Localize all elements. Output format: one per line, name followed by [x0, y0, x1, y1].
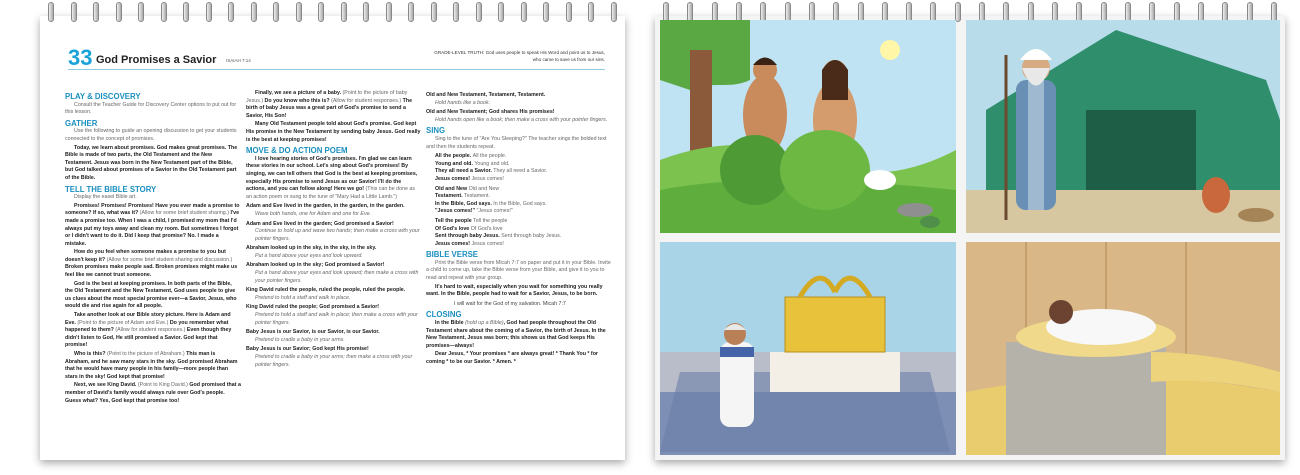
section-heading: BIBLE VERSE: [426, 250, 478, 260]
spiral-ring: [906, 2, 912, 22]
adam-and-eve-illustration: [660, 20, 956, 233]
spiral-ring: [611, 2, 617, 22]
instruction-text: (Point to the picture of Adam and Eve.): [77, 319, 170, 326]
spiral-ring: [1247, 2, 1253, 22]
spiral-ring: [341, 2, 347, 22]
instruction-text: (This can be done as an action poem or sung to the tune of "Mary Had a Little Lamb."): [246, 186, 415, 200]
instruction-text: Tell the people: [473, 217, 508, 224]
paragraph: [65, 351, 241, 381]
poem-line: Adam and Eve lived in the garden, in the garden, in the garden.: [246, 203, 405, 210]
instruction-text: In the Bible, God says.: [493, 200, 547, 207]
poem-line: Abraham looked up in the sky; God promised a Savior!: [246, 262, 385, 269]
song-line: [435, 161, 612, 169]
instruction-text: (Allow for student responses.): [115, 327, 187, 334]
spiral-ring: [228, 2, 234, 22]
bold-text: Do you remember what happened to them?: [65, 319, 229, 334]
bold-text: Promises! Promises! Promises! Have you ever made a promise to someone? If so, what was it?: [65, 202, 240, 217]
spiral-ring: [1174, 2, 1180, 22]
song-line: [435, 153, 612, 161]
lesson-page: [40, 16, 625, 460]
instruction-text: Sing to the tune of "Are You Sleeping?" The teacher sings the bolded text and then the students repeat.: [426, 135, 607, 150]
spiral-ring: [1076, 2, 1082, 22]
spiral-ring: [521, 2, 527, 22]
action-instruction: Pretend to cradle a baby in your arms.: [255, 336, 345, 343]
paragraph: [65, 281, 241, 311]
instruction-text: Young and old.: [474, 160, 510, 167]
spiral-ring: [48, 2, 54, 22]
spiral-ring: [1052, 2, 1058, 22]
bold-text: This man is Abraham, and he saw many stars in the sky. God promised Abraham that he would have many people in his family—more people than stars in the sky! God kept that promise!: [65, 351, 238, 380]
text-column-1: [65, 90, 241, 406]
bold-text: I've made a promise too. When I was a child, I promised my mom that I'd always put my toys away and clean my room. But sometimes I forgot or I didn't want to do it. Did I keep that promise? No. I made a mistake.: [65, 210, 240, 247]
song-line: [435, 186, 612, 194]
song-line: [435, 201, 612, 209]
spiral-ring: [663, 2, 669, 22]
spiral-ring: [809, 2, 815, 22]
bold-text: Do you know who this is?: [264, 97, 332, 104]
action-instruction: Hold hands like a book.: [435, 99, 491, 106]
bold-text: God is the best at keeping promises. In both parts of the Bible, the Old Testament and the New Testament, God uses people to give us clues about the most special promise ever—a Savior, Jesus, who would die and rise again for all people.: [65, 280, 237, 310]
song-verse: [426, 186, 612, 216]
spiral-ring: [453, 2, 459, 22]
bold-text: Take another look at our Bible story picture. Here is Adam and Eve.: [65, 312, 231, 326]
spiral-ring: [1271, 2, 1277, 22]
spiral-ring: [882, 2, 888, 22]
section-heading: SING: [426, 126, 446, 136]
bold-text: How do you feel when someone makes a promise to you but doesn't keep it?: [65, 249, 226, 263]
spiral-ring: [858, 2, 864, 22]
instruction-text: All the people.: [472, 153, 507, 160]
action-instruction: Wave both hands, one for Adam and one for Eve.: [255, 210, 372, 217]
paragraph: [426, 284, 612, 299]
text-column-3: [426, 90, 612, 368]
instruction-text: Old and New: [468, 185, 500, 192]
paragraph: [65, 249, 241, 279]
poem-line: Old and New Testament, Testament, Testament.: [426, 92, 546, 98]
spiral-ring: [712, 2, 718, 22]
spiral-ring: [183, 2, 189, 22]
paragraph: [65, 102, 241, 117]
instruction-text: Consult the Teacher Guide for Discovery Center options to put out for this lesson.: [65, 101, 237, 116]
spiral-ring: [1149, 2, 1155, 22]
instruction-text: (Allow for some brief student sharing.): [139, 210, 231, 217]
bold-text: Jesus comes!: [435, 175, 472, 182]
poem-line: King David ruled the people, ruled the people, ruled the people.: [246, 287, 406, 294]
instruction-text: "Jesus comes!": [476, 208, 513, 215]
spiral-ring: [588, 2, 594, 22]
paragraph: [65, 312, 241, 350]
song-line: [435, 241, 612, 249]
instruction-text: Jesus comes!: [471, 175, 504, 182]
spiral-ring: [71, 2, 77, 22]
scripture-reference: ISAIAH 7:14: [226, 58, 251, 63]
bold-text: All the people.: [435, 153, 473, 160]
bold-text: Testament.: [435, 193, 465, 200]
spiral-ring: [296, 2, 302, 22]
song-verse: [426, 153, 612, 183]
spiral-ring: [476, 2, 482, 22]
bold-text: I love hearing stories of God's promises. I'm glad we can learn these stories in our school. Let's sing about God's promises! By singing, we can tell others that God is the best at keeping promises, especially His promise to send Jesus as our Savior! I'll do the actions, and you can follow along! Here we go!: [246, 155, 418, 193]
action-instruction: Hold hands open like a book; then make a cross with your pointer fingers.: [435, 116, 608, 123]
spiral-binding: [40, 2, 625, 26]
song-line: [435, 168, 612, 176]
spiral-ring: [498, 2, 504, 22]
bold-text: Today, we learn about promises. God makes great promises. The Bible is made of two parts, the Old Testament and the New Testament. Jesus was born in the New Testament part of the Bible, but God talked about promises of a Savior in the Old Testament part of the Bible.: [65, 144, 238, 181]
paragraph: [65, 203, 241, 249]
bold-text: In the Bible: [435, 320, 466, 327]
spiral-ring: [833, 2, 839, 22]
spiral-ring: [116, 2, 122, 22]
paragraph: [426, 136, 612, 151]
bold-text: The birth of baby Jesus was a great part of God's promise to send a Savior, His Son!: [246, 97, 413, 119]
bold-text: Many Old Testament people told about God's promise. God kept His promise in the New Testament by sending baby Jesus. God really is the best at keeping promises!: [246, 121, 421, 143]
instruction-text: (Allow for some brief student sharing and discussion.): [106, 256, 233, 263]
action-instruction: Continue to hold up and wave two hands; then make a cross with your pointer fingers.: [255, 228, 420, 242]
paragraph: [65, 194, 241, 202]
bold-text: It's hard to wait, especially when you wait for something you really want. In the Bible, people had to wait for a Savior, Jesus, to be born.: [426, 283, 603, 298]
poem-line: Old and New Testament; God shares His promises!: [426, 109, 555, 116]
spiral-ring: [687, 2, 693, 22]
instruction-text: (Point to King David.): [137, 382, 190, 389]
abraham-illustration: [966, 20, 1280, 233]
poem-line: Abraham looked up in the sky, in the sky, in the sky.: [246, 245, 377, 252]
spiral-ring: [1028, 2, 1034, 22]
action-instruction: Pretend to hold a staff and walk in place.: [255, 294, 351, 301]
action-instruction: Put a hand above your eyes and look upward; then make a cross with your pointer fingers.: [255, 270, 419, 284]
bible-verse: I will wait for the God of my salvation. Micah 7:7: [454, 300, 566, 307]
bold-text: , God had people throughout the Old Testament share about the coming of a Savior, the birth of Jesus. In the New Testament, Jesus was born; this shows us that God keeps His promises—always!: [426, 320, 606, 349]
instruction-text: Jesus comes!: [471, 240, 504, 247]
spiral-ring: [93, 2, 99, 22]
song-line: [435, 208, 612, 216]
action-instruction: Pretend to cradle a baby in your arms; then make a cross with your pointer fingers.: [255, 354, 413, 368]
action-instruction: Put a hand above your eyes and look upward.: [255, 252, 363, 259]
bold-text: God promised that a member of David's family would always rule over God's people. Guess what? Yes, God kept that promise too!: [65, 382, 241, 404]
spiral-ring: [138, 2, 144, 22]
paragraph: [65, 128, 241, 143]
instruction-text: (Point to the picture of Abraham.): [106, 351, 187, 357]
instruction-text: Use the following to guide an opening discussion to get your students connected to the concept of promises.: [65, 128, 237, 142]
instruction-text: Sent through baby Jesus.: [501, 233, 562, 240]
song-verse: [426, 218, 612, 248]
paragraph: [426, 351, 612, 366]
instruction-text: (Point to the picture of baby Jesus.): [246, 90, 408, 104]
page-title: God Promises a Savior: [96, 54, 217, 66]
poem-line: Adam and Eve lived in the garden; God promised a Savior!: [246, 220, 394, 227]
baby-jesus-manger-illustration: [966, 242, 1280, 455]
spiral-ring: [408, 2, 414, 22]
bold-text: Dear Jesus, * Your promises * are always great! * Thank You * for coming * to be our Savior. * Amen. *: [426, 351, 598, 365]
spiral-ring: [566, 2, 572, 22]
spiral-ring: [363, 2, 369, 22]
bold-text: Jesus comes!: [435, 240, 472, 247]
bold-text: Who is this?: [74, 351, 107, 357]
bold-text: Of God's love: [435, 225, 471, 232]
bold-text: Sent through baby Jesus.: [435, 233, 502, 240]
grade-level-truth: GRADE-LEVEL TRUTH: God uses people to speak His Word and point us to Jesus, who came to save us from our sins.: [434, 50, 605, 62]
poem-line: King David ruled the people; God promised a Savior!: [246, 304, 380, 311]
paragraph: [246, 121, 422, 144]
section-heading: PLAY & DISCOVERY: [65, 92, 141, 101]
instruction-text: (Allow for student responses.): [331, 97, 403, 104]
spiral-ring: [1198, 2, 1204, 22]
bold-text: Tell the people: [435, 217, 474, 224]
spiral-ring: [251, 2, 257, 22]
section-heading: MOVE & DO ACTION POEM: [246, 146, 348, 156]
poem-line: Baby Jesus is our Savior; God kept His promise!: [246, 346, 369, 353]
spiral-ring: [930, 2, 936, 22]
spiral-ring: [161, 2, 167, 22]
action-instruction: Pretend to hold a staff and walk in place; then make a cross with your pointer fingers.: [255, 312, 418, 326]
easel-art-page: [655, 16, 1285, 460]
instruction-text: Of God's love: [470, 225, 503, 232]
section-heading: GATHER: [65, 118, 98, 128]
song-line: [435, 176, 612, 184]
bold-text: "Jesus comes!": [435, 208, 477, 215]
spiral-ring: [979, 2, 985, 22]
spiral-ring: [206, 2, 212, 22]
instruction-text: Print the Bible verse from Micah 7:7 on paper and put it in your Bible. Invite a child to come up, take the Bible verse from your Bible, and give it to you to read and repeat with your group.: [426, 259, 611, 282]
spiral-ring: [1101, 2, 1107, 22]
instruction-text: Display the easel Bible art.: [74, 194, 137, 201]
instruction-text: Testament.: [464, 193, 490, 200]
paragraph: [246, 90, 422, 120]
section-heading: TELL THE BIBLE STORY: [65, 184, 157, 194]
bold-text: Broken promises make people sad. Broken promises might make us feel like we cannot trust someone.: [65, 264, 238, 279]
paragraph: [65, 145, 241, 183]
lesson-number: 33: [68, 45, 93, 70]
paragraph: [246, 156, 422, 202]
song-line: [435, 233, 612, 241]
spiral-ring: [955, 2, 961, 22]
poem-line: Baby Jesus is our Savior, is our Savior, is our Savior.: [246, 329, 380, 336]
spiral-ring: [431, 2, 437, 22]
bold-text: Old and New: [435, 185, 469, 192]
bold-text: Even though they didn't listen to God, He still promised a Savior. God kept that promise!: [65, 327, 232, 349]
song-line: [435, 193, 612, 201]
instruction-text: They all need a Savior.: [493, 168, 548, 175]
paragraph: [426, 320, 612, 350]
spiral-ring: [1003, 2, 1009, 22]
bold-text: Young and old.: [435, 160, 475, 167]
spiral-ring: [318, 2, 324, 22]
king-david-ark-illustration: [660, 242, 956, 455]
italic-text: (hold up a Bible): [465, 320, 504, 327]
spiral-ring: [543, 2, 549, 22]
paragraph: [426, 260, 612, 283]
spiral-ring: [386, 2, 392, 22]
bold-text: Finally, we see a picture of a baby.: [255, 90, 343, 96]
text-column-2: [246, 90, 422, 371]
spiral-ring: [273, 2, 279, 22]
spiral-ring: [736, 2, 742, 22]
spiral-ring: [1222, 2, 1228, 22]
paragraph: [65, 382, 241, 405]
bold-text: They all need a Savior.: [435, 168, 494, 175]
bold-text: Next, we see King David.: [74, 382, 138, 389]
spiral-ring: [1125, 2, 1131, 22]
section-heading: CLOSING: [426, 310, 462, 320]
song-line: [435, 226, 612, 234]
song-line: [435, 218, 612, 226]
spiral-ring: [785, 2, 791, 22]
bold-text: In the Bible, God says.: [435, 200, 494, 207]
spiral-ring: [760, 2, 766, 22]
lesson-header: [68, 45, 605, 70]
